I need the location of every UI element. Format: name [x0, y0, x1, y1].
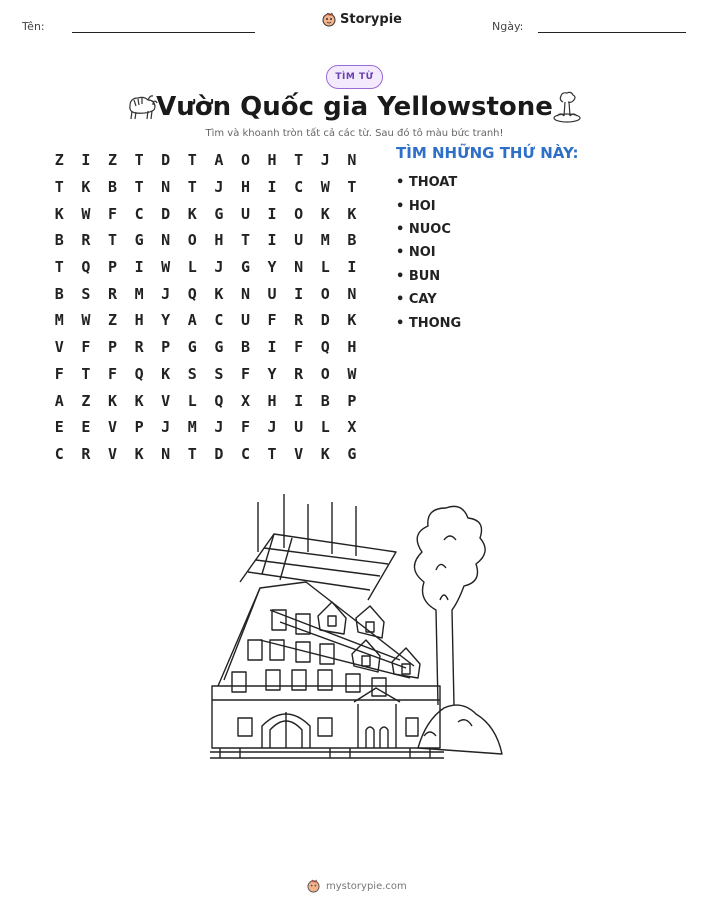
grid-cell[interactable]: U [240, 204, 250, 223]
word-list-item: • CAY [396, 288, 461, 311]
grid-cell[interactable]: U [267, 284, 277, 303]
grid-cell[interactable]: V [294, 444, 304, 463]
grid-cell[interactable]: K [320, 444, 330, 463]
grid-cell[interactable]: T [294, 151, 304, 170]
grid-cell[interactable]: J [214, 258, 224, 277]
grid-cell[interactable]: I [294, 391, 304, 410]
grid-cell[interactable]: I [294, 284, 304, 303]
grid-cell[interactable]: N [240, 284, 250, 303]
grid-cell[interactable]: H [214, 231, 224, 250]
grid-cell[interactable]: L [320, 418, 330, 437]
grid-cell[interactable]: R [294, 311, 304, 330]
grid-cell[interactable]: D [161, 204, 171, 223]
word-list-item: • BUN [396, 265, 461, 288]
grid-cell[interactable]: R [81, 231, 91, 250]
grid-cell[interactable]: K [134, 444, 144, 463]
grid-cell[interactable]: U [294, 418, 304, 437]
grid-cell[interactable]: Q [187, 284, 197, 303]
grid-cell[interactable]: T [187, 151, 197, 170]
grid-cell[interactable]: T [240, 231, 250, 250]
word-list-item: • NOI [396, 241, 461, 264]
grid-cell[interactable]: D [320, 311, 330, 330]
grid-cell[interactable]: G [214, 204, 224, 223]
grid-cell[interactable]: T [134, 151, 144, 170]
grid-cell[interactable]: K [347, 311, 357, 330]
grid-cell[interactable]: K [107, 391, 117, 410]
grid-cell[interactable]: T [187, 178, 197, 197]
grid-cell[interactable]: H [240, 178, 250, 197]
grid-cell[interactable]: Z [107, 311, 117, 330]
grid-cell[interactable]: I [134, 258, 144, 277]
grid-cell[interactable]: B [54, 284, 64, 303]
page-title: Vườn Quốc gia Yellowstone [156, 92, 553, 122]
grid-cell[interactable]: T [134, 178, 144, 197]
word-list-item: • NUOC [396, 218, 461, 241]
grid-cell[interactable]: K [347, 204, 357, 223]
grid-cell[interactable]: R [294, 364, 304, 383]
grid-cell[interactable]: T [107, 231, 117, 250]
grid-cell[interactable]: K [320, 204, 330, 223]
grid-cell[interactable]: P [161, 338, 171, 357]
grid-cell[interactable]: B [107, 178, 117, 197]
grid-cell[interactable]: W [161, 258, 171, 277]
date-label: Ngày: [492, 20, 524, 33]
grid-cell[interactable]: P [107, 338, 117, 357]
grid-cell[interactable]: V [107, 418, 117, 437]
grid-cell[interactable]: B [54, 231, 64, 250]
grid-cell[interactable]: B [320, 391, 330, 410]
grid-cell[interactable]: K [161, 364, 171, 383]
grid-cell[interactable]: C [134, 204, 144, 223]
grid-cell[interactable]: H [267, 391, 277, 410]
grid-cell[interactable]: J [267, 418, 277, 437]
word-list [396, 171, 461, 335]
grid-cell[interactable]: G [214, 338, 224, 357]
grid-cell[interactable]: Q [320, 338, 330, 357]
grid-cell[interactable]: H [134, 311, 144, 330]
grid-cell[interactable]: E [81, 418, 91, 437]
grid-cell[interactable]: J [320, 151, 330, 170]
grid-cell[interactable]: C [54, 444, 64, 463]
grid-cell[interactable]: I [267, 231, 277, 250]
grid-cell[interactable]: Q [214, 391, 224, 410]
grid-cell[interactable]: O [187, 231, 197, 250]
word-list-title: TÌM NHỮNG THỨ NÀY: [396, 144, 579, 162]
grid-cell[interactable]: F [240, 364, 250, 383]
grid-cell[interactable]: M [320, 231, 330, 250]
grid-cell[interactable]: Z [107, 151, 117, 170]
grid-cell[interactable]: W [347, 364, 357, 383]
grid-cell[interactable]: W [81, 204, 91, 223]
grid-cell[interactable]: E [54, 418, 64, 437]
grid-cell[interactable]: F [81, 338, 91, 357]
brand-name: Storypie [340, 12, 402, 27]
grid-cell[interactable]: U [294, 231, 304, 250]
grid-cell[interactable]: A [54, 391, 64, 410]
name-label: Tên: [22, 20, 45, 33]
grid-cell[interactable]: C [240, 444, 250, 463]
grid-cell[interactable]: G [187, 338, 197, 357]
grid-cell[interactable]: N [294, 258, 304, 277]
footer [307, 879, 407, 893]
storypie-logo-icon [307, 879, 320, 893]
grid-cell[interactable]: M [187, 418, 197, 437]
grid-cell[interactable]: K [214, 284, 224, 303]
grid-cell[interactable]: O [320, 364, 330, 383]
grid-cell[interactable]: O [240, 151, 250, 170]
grid-cell[interactable]: I [267, 338, 277, 357]
instructions: Tìm và khoanh tròn tất cả các từ. Sau đó tô màu bức tranh! [205, 128, 504, 139]
grid-cell[interactable]: N [161, 231, 171, 250]
grid-cell[interactable]: K [54, 204, 64, 223]
grid-cell[interactable]: M [134, 284, 144, 303]
grid-cell[interactable]: K [187, 204, 197, 223]
grid-cell[interactable]: I [347, 258, 357, 277]
grid-cell[interactable]: W [81, 311, 91, 330]
grid-cell[interactable]: L [320, 258, 330, 277]
grid-cell[interactable]: A [187, 311, 197, 330]
word-list-item: • THOAT [396, 171, 461, 194]
grid-cell[interactable]: J [214, 418, 224, 437]
grid-cell[interactable]: P [347, 391, 357, 410]
grid-cell[interactable]: G [240, 258, 250, 277]
grid-cell[interactable]: J [214, 178, 224, 197]
grid-cell[interactable]: A [214, 151, 224, 170]
grid-cell[interactable]: N [161, 178, 171, 197]
brand [322, 12, 402, 27]
grid-cell[interactable]: I [267, 178, 277, 197]
geyser-icon [551, 90, 583, 124]
grid-cell[interactable]: L [187, 391, 197, 410]
grid-cell[interactable]: N [161, 444, 171, 463]
grid-cell[interactable]: S [187, 364, 197, 383]
grid-cell[interactable]: T [81, 364, 91, 383]
grid-cell[interactable]: C [214, 311, 224, 330]
grid-cell[interactable]: S [81, 284, 91, 303]
grid-cell[interactable]: V [107, 444, 117, 463]
grid-cell[interactable]: O [320, 284, 330, 303]
word-search-grid[interactable] [46, 147, 365, 467]
grid-cell[interactable]: B [347, 231, 357, 250]
grid-cell[interactable]: H [347, 338, 357, 357]
lodge-and-geyser-illustration [200, 490, 506, 762]
name-line[interactable] [72, 32, 255, 33]
footer-url[interactable]: mystorypie.com [326, 880, 407, 892]
grid-cell[interactable]: R [107, 284, 117, 303]
grid-cell[interactable]: B [240, 338, 250, 357]
grid-cell[interactable]: R [81, 444, 91, 463]
grid-cell[interactable]: P [107, 258, 117, 277]
grid-cell[interactable]: Z [54, 151, 64, 170]
grid-cell[interactable]: R [134, 338, 144, 357]
grid-cell[interactable]: F [107, 364, 117, 383]
grid-cell[interactable]: V [54, 338, 64, 357]
storypie-logo-icon [322, 12, 336, 27]
word-list-item: • THONG [396, 311, 461, 334]
grid-cell[interactable]: K [134, 391, 144, 410]
grid-cell[interactable]: X [347, 418, 357, 437]
grid-cell[interactable]: K [81, 178, 91, 197]
grid-cell[interactable]: F [107, 204, 117, 223]
grid-cell[interactable]: Y [267, 364, 277, 383]
grid-cell[interactable]: V [161, 391, 171, 410]
word-list-item: • HOI [396, 194, 461, 217]
grid-cell[interactable]: T [347, 178, 357, 197]
grid-cell[interactable]: Y [161, 311, 171, 330]
grid-cell[interactable]: O [294, 204, 304, 223]
grid-cell[interactable]: G [134, 231, 144, 250]
grid-cell[interactable]: N [347, 284, 357, 303]
grid-cell[interactable]: J [161, 418, 171, 437]
grid-cell[interactable]: T [54, 258, 64, 277]
grid-cell[interactable]: Z [81, 391, 91, 410]
grid-cell[interactable]: J [161, 284, 171, 303]
grid-cell[interactable]: D [214, 444, 224, 463]
grid-cell[interactable]: S [214, 364, 224, 383]
grid-cell[interactable]: T [54, 178, 64, 197]
grid-cell[interactable]: Y [267, 258, 277, 277]
grid-cell[interactable]: Q [134, 364, 144, 383]
grid-cell[interactable]: I [267, 204, 277, 223]
grid-cell[interactable]: M [54, 311, 64, 330]
grid-cell[interactable]: T [187, 444, 197, 463]
grid-cell[interactable]: H [267, 151, 277, 170]
grid-cell[interactable]: N [347, 151, 357, 170]
grid-cell[interactable]: U [240, 311, 250, 330]
grid-cell[interactable]: P [134, 418, 144, 437]
activity-badge: TÌM TỪ [326, 65, 383, 89]
grid-cell[interactable]: L [187, 258, 197, 277]
grid-cell[interactable]: W [320, 178, 330, 197]
grid-cell[interactable]: Q [81, 258, 91, 277]
grid-cell[interactable]: C [294, 178, 304, 197]
grid-cell[interactable]: F [240, 418, 250, 437]
grid-cell[interactable]: D [161, 151, 171, 170]
grid-cell[interactable]: X [240, 391, 250, 410]
date-line[interactable] [538, 32, 686, 33]
grid-cell[interactable]: F [294, 338, 304, 357]
grid-cell[interactable]: G [347, 444, 357, 463]
grid-cell[interactable]: F [54, 364, 64, 383]
grid-cell[interactable]: F [267, 311, 277, 330]
grid-cell[interactable]: T [267, 444, 277, 463]
grid-cell[interactable]: I [81, 151, 91, 170]
